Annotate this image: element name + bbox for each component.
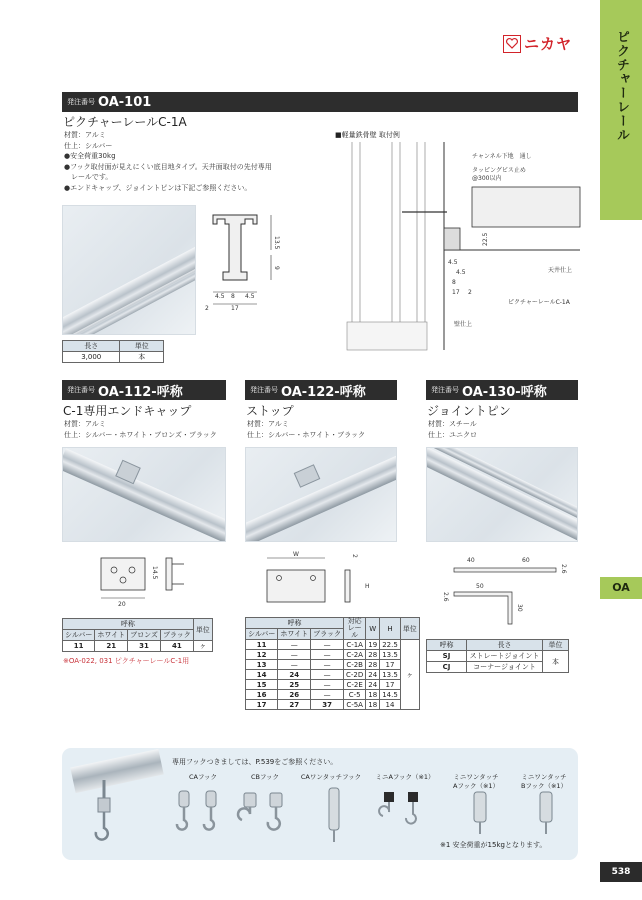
cell-unit: 本 (120, 352, 164, 363)
bullet: ●フック取付面が見えにくい底目地タイプ。天井面取付の先付専用 (64, 162, 272, 171)
section-tab-oa[interactable]: OA (600, 577, 642, 599)
material: 材質：アルミ (247, 420, 289, 428)
table-cell: 24 (366, 670, 380, 680)
table-cell: 17 (380, 680, 401, 690)
finish: 仕上：シルバー・ホワイト・ブラック (247, 430, 365, 439)
table-cell: C-5A (344, 700, 366, 710)
oa122-diagram (265, 552, 375, 607)
w-header: W (366, 618, 380, 640)
install-label: チャンネル下地 通し (472, 153, 532, 160)
oa101-photo (62, 205, 196, 335)
product-code: OA-112-呼称 (98, 384, 183, 400)
product-code: OA-122-呼称 (281, 384, 366, 400)
bullet: レールです。 (64, 173, 113, 181)
dim-label: 8 (231, 293, 235, 300)
table-cell: 13.5 (380, 650, 401, 660)
table-cell-unit: ヶ (400, 640, 419, 710)
table-cell: ストレートジョイント (467, 651, 543, 662)
brand-name: ニカヤ (524, 35, 573, 53)
col-header: ブラック (311, 629, 344, 640)
hook-label-mini-onetouch-a: ミニワンタッチ Aフック（※1） (452, 773, 500, 790)
table-cell: C-2D (344, 670, 366, 680)
oa130-table (426, 639, 569, 673)
stop-image (294, 464, 321, 488)
table-cell: — (278, 650, 311, 660)
install-label: 4.5 (456, 269, 466, 276)
oa130-description (428, 419, 477, 440)
product-code: OA-130-呼称 (462, 384, 547, 400)
table-cell: 24 (366, 680, 380, 690)
rail-image (426, 447, 578, 542)
table-cell: C-2A (344, 650, 366, 660)
hook-label-ca: CAフック (188, 773, 218, 781)
install-label: 4.5 (448, 259, 458, 266)
rail-image (245, 448, 397, 542)
unit-header: 単位 (193, 619, 212, 641)
table-cell: 17 (380, 660, 401, 670)
table-cell: — (311, 640, 344, 650)
table-cell: 11 (63, 641, 95, 652)
table-cell: 26 (278, 690, 311, 700)
oa101-table (62, 340, 164, 363)
table-cell: ヶ (193, 641, 212, 652)
table-cell: 31 (128, 641, 161, 652)
hooks-footnote: ※1 安全荷重が15kgとなります。 (440, 841, 547, 849)
table-cell: 14.5 (380, 690, 401, 700)
table-cell: C-5 (344, 690, 366, 700)
rail-header: 対応レール (344, 618, 366, 640)
dim-label: 17 (231, 305, 239, 312)
order-label: 発注番号 (250, 386, 278, 394)
dim-label: 4.5 (215, 293, 225, 300)
dim-label: 13.5 (273, 236, 280, 250)
table-cell: 18 (366, 700, 380, 710)
install-label: 天井仕上 (548, 267, 573, 274)
mini-onetouch-b-hook-icon (532, 792, 562, 842)
heart-logo-icon (503, 35, 521, 53)
order-label: 発注番号 (67, 98, 95, 106)
oa112-title: C-1専用エンドキャップ (63, 404, 192, 418)
install-label: 22.5 (482, 232, 489, 246)
material: 材質：アルミ (64, 420, 106, 428)
hooks-intro: 専用フックつきましては、P.539をご参照ください。 (172, 758, 338, 766)
dim-label: 40 (467, 557, 475, 564)
table-cell: 14 (380, 700, 401, 710)
hook-label-mini-onetouch-b: ミニワンタッチ Bフック（※1） (520, 773, 568, 790)
table-cell: 25 (278, 680, 311, 690)
finish: 仕上：ユニクロ (428, 430, 477, 439)
cell-length: 3,000 (63, 352, 120, 363)
table-cell: 37 (311, 700, 344, 710)
oa101-title: ピクチャーレールC-1A (63, 115, 187, 129)
dim-label: 50 (476, 583, 484, 590)
group-header: 呼称 (63, 619, 194, 630)
oa130-photo (426, 447, 578, 542)
install-label: タッピングビス止め (472, 167, 526, 174)
oa122-title: ストップ (246, 404, 294, 418)
ca-onetouch-hook-icon (320, 788, 350, 848)
material: 材質：スチール (428, 420, 477, 428)
finish: 仕上：シルバー・ホワイト・ブロンズ・ブラック (64, 430, 217, 439)
product-code: OA-101 (98, 94, 152, 110)
unit-header: 単位 (400, 618, 419, 640)
table-cell: C-1A (344, 640, 366, 650)
dim-label: 4.5 (245, 293, 255, 300)
col-header: シルバー (63, 630, 95, 641)
table-cell: — (311, 660, 344, 670)
oa101-profile-diagram (205, 210, 295, 310)
table-cell: — (311, 690, 344, 700)
dim-label: 30 (516, 604, 523, 612)
group-header: 呼称 (246, 618, 344, 629)
table-cell: C-2B (344, 660, 366, 670)
col-header: 単位 (543, 640, 569, 651)
dim-label: W (293, 551, 299, 558)
oa112-description (64, 419, 217, 440)
oa101-description (64, 130, 272, 193)
dim-label: 20 (118, 601, 126, 608)
col-header: ブラック (160, 630, 193, 641)
oa112-note: ※OA-022, 031 ピクチャーレールC-1用 (63, 657, 190, 665)
table-cell: コーナージョイント (467, 662, 543, 673)
page-number: 538 (600, 862, 642, 882)
oa130-diagram (432, 556, 572, 626)
mini-a-hook-icon (380, 790, 430, 840)
table-cell: C-2E (344, 680, 366, 690)
bullet: ●安全荷重30kg (64, 152, 116, 160)
oa122-table (245, 617, 420, 710)
hook-label-mini-a: ミニAフック（※1） (375, 773, 435, 781)
header-unit: 単位 (120, 341, 164, 352)
mini-onetouch-a-hook-icon (466, 792, 496, 842)
table-cell: 22.5 (380, 640, 401, 650)
oa112-photo (62, 447, 226, 542)
col-header: シルバー (246, 629, 278, 640)
bullet: ●エンドキャップ、ジョイントピンは下記ご参照ください。 (64, 183, 252, 192)
col-header: ホワイト (278, 629, 311, 640)
table-cell: 18 (366, 690, 380, 700)
table-cell: 28 (366, 660, 380, 670)
table-cell: 24 (278, 670, 311, 680)
table-cell: 28 (366, 650, 380, 660)
finish: 仕上：シルバー (64, 141, 113, 150)
table-cell: 27 (278, 700, 311, 710)
order-label: 発注番号 (67, 386, 95, 394)
install-label: ピクチャーレールC-1A (508, 299, 570, 306)
oa112-table (62, 618, 213, 652)
hook-label-ca-onetouch: CAワンタッチフック (300, 773, 362, 781)
h-header: H (380, 618, 401, 640)
brand-logo (503, 33, 572, 54)
table-cell: 15 (246, 680, 278, 690)
table-cell: 41 (160, 641, 193, 652)
install-label: 8 (452, 279, 456, 286)
table-cell: 21 (95, 641, 128, 652)
install-label: 壁仕上 (454, 321, 473, 328)
table-cell: 14 (246, 670, 278, 680)
install-label: 2 (468, 289, 472, 296)
cb-hook-icon (240, 790, 290, 840)
table-cell: 11 (246, 640, 278, 650)
install-diagram (332, 142, 582, 352)
oa122-photo (245, 447, 397, 542)
table-cell: — (311, 650, 344, 660)
col-header: ホワイト (95, 630, 128, 641)
col-header: 長さ (467, 640, 543, 651)
table-cell: 13.5 (380, 670, 401, 680)
oa130-header (426, 380, 578, 400)
table-cell: SJ (427, 651, 467, 662)
col-header: ブロンズ (128, 630, 161, 641)
material: 材質：アルミ (64, 131, 106, 139)
oa112-diagram (96, 556, 206, 606)
dim-label: 2.6 (442, 592, 449, 602)
dim-label: 2.6 (560, 564, 567, 574)
table-cell: 13 (246, 660, 278, 670)
header-length: 長さ (63, 341, 120, 352)
dim-label: H (365, 583, 370, 590)
rail-image (62, 448, 226, 542)
dim-label: 2 (205, 305, 209, 312)
table-cell: — (278, 660, 311, 670)
table-cell: 16 (246, 690, 278, 700)
oa130-title: ジョイントピン (427, 404, 511, 418)
dim-label: 14.5 (151, 566, 158, 580)
table-cell-unit: 本 (543, 651, 569, 673)
dim-label: 9 (273, 266, 280, 270)
hook-label-cb: CBフック (250, 773, 280, 781)
install-label: 17 (452, 289, 460, 296)
oa122-header (245, 380, 397, 400)
ca-hook-icon (176, 788, 226, 838)
install-title: ■軽量鉄骨壁 取付例 (335, 131, 400, 139)
dim-label: 60 (522, 557, 530, 564)
col-header: 呼称 (427, 640, 467, 651)
side-tab-label: ピクチャーレール (614, 30, 629, 142)
hook-icon (92, 780, 122, 850)
table-cell: 17 (246, 700, 278, 710)
table-cell: — (311, 680, 344, 690)
oa122-description (247, 419, 365, 440)
table-cell: 12 (246, 650, 278, 660)
table-cell: CJ (427, 662, 467, 673)
dim-label: 2 (351, 554, 358, 558)
table-cell: — (311, 670, 344, 680)
table-cell: — (278, 640, 311, 650)
table-cell: 19 (366, 640, 380, 650)
order-label: 発注番号 (431, 386, 459, 394)
install-label: @300以内 (472, 175, 502, 182)
oa101-header (62, 92, 578, 112)
oa112-header (62, 380, 226, 400)
